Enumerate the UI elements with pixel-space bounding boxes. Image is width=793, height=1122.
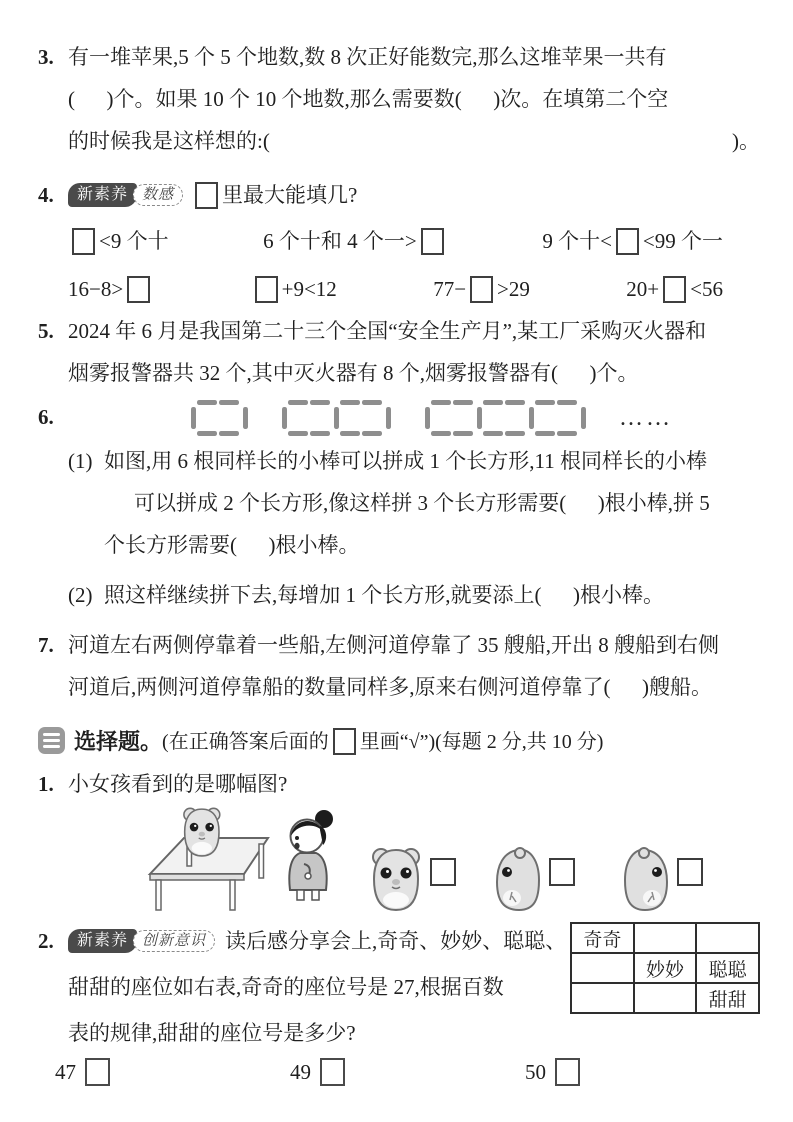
seat-cell: 聪聪 — [696, 953, 759, 983]
section-3-header — [38, 720, 760, 760]
question-number: 1. — [38, 772, 54, 796]
matchstick-figure-2-rect — [281, 399, 392, 437]
question-5 — [38, 310, 760, 394]
section-note: (在正确答案后面的 里画“√”)(每题 2 分,共 10 分) — [162, 725, 603, 755]
seat-cell — [634, 983, 697, 1013]
question-text-line: 2024 年 6 月是我国第二十三个全国“安全生产月”,某工厂采购灭火器和 — [68, 319, 707, 343]
seat-cell: 甜甜 — [696, 983, 759, 1013]
seat-cell — [571, 953, 634, 983]
fill-box — [421, 228, 444, 255]
answer-checkbox[interactable] — [677, 858, 703, 886]
sub-question-2 — [68, 574, 760, 616]
seating-table — [570, 922, 760, 1014]
girl-image — [274, 810, 340, 912]
choice-option — [55, 1058, 290, 1086]
choice-question-2 — [38, 918, 760, 1086]
fill-box — [470, 276, 493, 303]
matchstick-figure-3-rect — [424, 399, 587, 437]
question-text-line: 河道后,两侧河道停靠船的数量同样多,原来右侧河道停靠了( )艘船。 — [68, 675, 712, 699]
answer-blank-close: )。 — [732, 129, 760, 153]
question-number: 4. — [38, 183, 54, 207]
section-marker-icon — [38, 727, 65, 754]
choice-question-1 — [38, 764, 760, 912]
choice-option — [525, 1058, 760, 1086]
inequality-row-1 — [68, 222, 723, 260]
picture-option-side-right — [621, 846, 703, 912]
inequality-expression: 77− >29 — [433, 277, 530, 301]
question-text-line: ( )个。如果 10 个 10 个地数,那么需要数( )次。在填第二个空 — [68, 87, 669, 111]
inequality-expression: 9 个十< <99 个一 — [542, 229, 723, 253]
fill-box — [127, 276, 150, 303]
seat-cell: 妙妙 — [634, 953, 697, 983]
picture-options-row — [140, 804, 760, 912]
picture-option-front — [368, 846, 456, 912]
answer-checkbox[interactable] — [320, 1058, 345, 1086]
sub-question-1 — [68, 440, 760, 566]
question-text-line: 河道左右两侧停靠着一些船,左侧河道停靠了 35 艘船,开出 8 艘船到右侧 — [68, 633, 719, 657]
answer-checkbox[interactable] — [555, 1058, 580, 1086]
question-text-line: 表的规律,甜甜的座位号是多少? — [68, 1021, 356, 1045]
answer-checkbox[interactable] — [85, 1058, 110, 1086]
option-label: 50 — [525, 1059, 546, 1084]
matchstick-figures — [68, 396, 760, 440]
question-number: 5. — [38, 319, 54, 343]
table-row — [571, 923, 759, 953]
option-label: 49 — [290, 1059, 311, 1084]
table-row — [571, 983, 759, 1013]
hamster-side-left-image — [493, 846, 543, 912]
question-number: 6. — [38, 405, 54, 429]
new-literacy-badge: 新素养 — [68, 183, 137, 207]
question-text: 小女孩看到的是哪幅图? — [68, 772, 288, 796]
question-text-line: 可以拼成 2 个长方形,像这样拼 3 个长方形需要( )根小棒,拼 5 — [134, 491, 710, 515]
fill-box — [616, 228, 639, 255]
question-text-line — [68, 120, 760, 162]
answer-checkbox[interactable] — [549, 858, 575, 886]
question-3 — [38, 36, 760, 162]
hamster-side-right-image — [621, 846, 671, 912]
fill-box — [195, 182, 218, 209]
choice-option — [290, 1058, 525, 1086]
innovation-badge: 创新意识 — [133, 930, 215, 952]
question-6 — [38, 396, 760, 616]
question-text-line: 如图,用 6 根同样长的小棒可以拼成 1 个长方形,11 根同样长的小棒 — [104, 449, 707, 473]
choice-options-row — [55, 1058, 760, 1086]
question-text-line: 烟雾报警器共 32 个,其中灭火器有 8 个,烟雾报警器有( )个。 — [68, 361, 639, 385]
sub-question-number: (1) — [68, 449, 93, 473]
hamster-on-table-image — [140, 804, 272, 912]
question-4 — [38, 176, 760, 308]
answer-blank-open: 的时候我是这样想的:( — [68, 129, 270, 153]
question-text-line: 甜甜的座位如右表,奇奇的座位号是 27,根据百数 — [68, 975, 504, 999]
inequality-expression: <9 个十 — [68, 222, 169, 260]
fill-box — [663, 276, 686, 303]
question-title: 里最大能填几? — [191, 176, 357, 214]
table-row — [571, 953, 759, 983]
seating-table-wrap — [570, 918, 760, 1056]
question-text-line: 有一堆苹果,5 个 5 个地数,数 8 次正好能数完,那么这堆苹果一共有 — [68, 45, 667, 69]
sub-question-number: (2) — [68, 583, 93, 607]
picture-option-side-left — [493, 846, 575, 912]
fill-box — [255, 276, 278, 303]
inequality-expression: 16−8> — [68, 270, 154, 308]
question-text-line: 照这样继续拼下去,每增加 1 个长方形,就要添上( )根小棒。 — [104, 583, 664, 607]
inequality-row-2 — [68, 270, 723, 308]
seat-cell — [571, 983, 634, 1013]
seat-cell — [696, 923, 759, 953]
fill-box — [72, 228, 95, 255]
section-title: 选择题。 — [74, 728, 163, 754]
inequality-expression: 20+ <56 — [626, 277, 723, 301]
ellipsis-dots: …… — [619, 405, 673, 431]
answer-checkbox[interactable] — [430, 858, 456, 886]
question-text-line: 个长方形需要( )根小棒。 — [104, 533, 360, 557]
new-literacy-badge: 新素养 — [68, 929, 137, 953]
question-text-line: 读后感分享会上,奇奇、妙妙、聪聪、 — [225, 929, 567, 953]
question-number: 3. — [38, 45, 54, 69]
seat-cell — [634, 923, 697, 953]
matchstick-figure-1-rect — [190, 399, 249, 437]
fill-box — [333, 728, 356, 755]
inequality-expression: +9<12 — [251, 270, 337, 308]
seat-cell: 奇奇 — [571, 923, 634, 953]
number-sense-badge: 数感 — [133, 184, 183, 206]
question-number: 7. — [38, 633, 54, 657]
question-number: 2. — [38, 929, 54, 953]
hamster-front-image — [368, 846, 424, 912]
inequality-expression: 6 个十和 4 个一> — [263, 222, 448, 260]
option-label: 47 — [55, 1059, 76, 1084]
question-7 — [38, 624, 760, 708]
